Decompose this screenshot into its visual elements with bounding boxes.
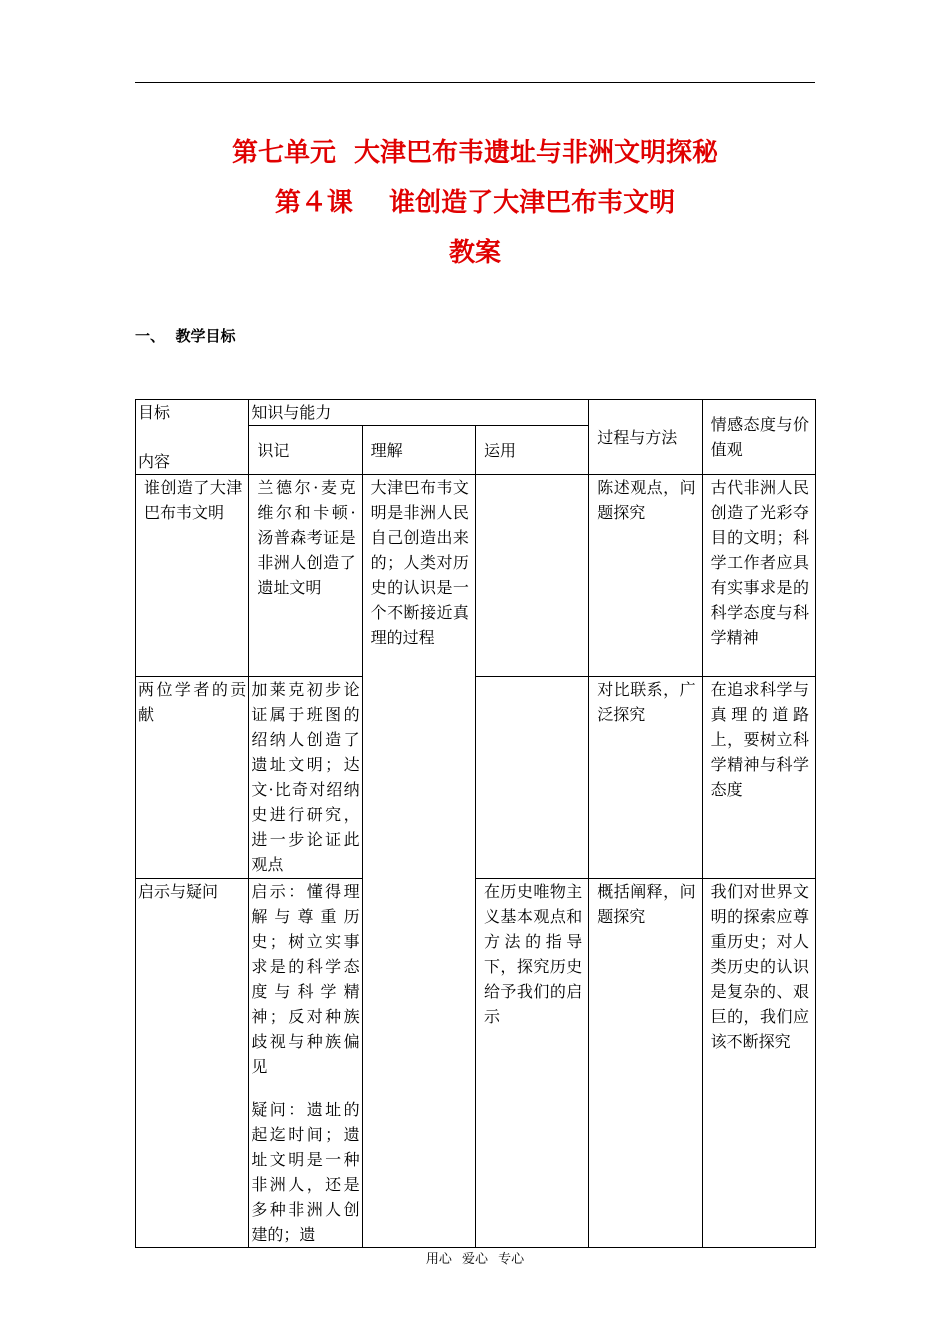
- table-row: [136, 677, 816, 879]
- header-understand: 理解: [362, 426, 475, 475]
- row-topic: 两位学者的贡献: [136, 677, 249, 879]
- row-apply: [475, 677, 588, 879]
- row-apply: [475, 475, 588, 677]
- header-rule: [135, 82, 815, 83]
- header-content: 内容: [138, 452, 171, 471]
- row-memorize-cell: [249, 879, 362, 1248]
- row-topic: 启示与疑问: [136, 879, 249, 1248]
- objectives-table: [135, 399, 816, 1248]
- page-footer: 用心 爱心 专心: [425, 1252, 525, 1267]
- header-emotion: 情感态度与价值观: [702, 400, 815, 475]
- row-emotion: 我们对世界文明的探索应尊重历史；对人类历史的认识是复杂的、艰巨的，我们应该不断探究: [702, 879, 815, 1248]
- row-process: 对比联系，广泛探究: [589, 677, 702, 879]
- row-memorize-insight: 启示：懂得理解与尊重历史；树立实事求是的科学态度与科学精神；反对种族歧视与种族偏见: [251, 882, 360, 1076]
- row-emotion: 在追求科学与真理的道路上，要树立科学精神与科学态度: [702, 677, 815, 879]
- table-row: [136, 879, 816, 1248]
- row-emotion: 古代非洲人民创造了光彩夺目的文明；科学工作者应具有实事求是的科学态度与科学精神: [702, 475, 815, 677]
- table-header-row: [136, 400, 816, 426]
- row-understand: 大津巴布韦文明是非洲人民自己创造出来的；人类对历史的认识是一个不断接近真理的过程: [362, 475, 475, 1248]
- table-row: [136, 475, 816, 677]
- row-memorize: 兰德尔·麦克维尔和卡顿·汤普森考证是非洲人创造了遗址文明: [249, 475, 362, 677]
- row-memorize: 加莱克初步论证属于班图的绍纳人创造了遗址文明；达文·比奇对绍纳史进行研究，进一步论证此观点: [249, 677, 362, 879]
- header-memorize: 识记: [249, 426, 362, 475]
- section-heading-objectives: 一、 教学目标: [135, 327, 236, 345]
- doc-type-title: 教案: [448, 238, 501, 268]
- row-apply: 在历史唯物主义基本观点和方法的指导下，探究历史给予我们的启示: [475, 879, 588, 1248]
- header-target-content: [136, 400, 249, 475]
- row-topic: 谁创造了大津巴布韦文明: [136, 475, 249, 677]
- unit-title: 第七单元 大津巴布韦遗址与非洲文明探秘: [231, 138, 719, 168]
- paragraph-gap: [251, 1079, 359, 1097]
- lesson-title: 第４课 谁创造了大津巴布韦文明: [274, 188, 676, 218]
- header-target: 目标: [138, 403, 171, 422]
- header-knowledge: 知识与能力: [249, 400, 589, 426]
- row-process: 陈述观点，问题探究: [589, 475, 702, 677]
- header-process: 过程与方法: [589, 400, 702, 475]
- row-memorize-question: 疑问：遗址的起迄时间；遗址文明是一种非洲人，还是多种非洲人创建的；遗: [251, 1100, 360, 1244]
- row-process: 概括阐释，问题探究: [589, 879, 702, 1248]
- header-apply: 运用: [475, 426, 588, 475]
